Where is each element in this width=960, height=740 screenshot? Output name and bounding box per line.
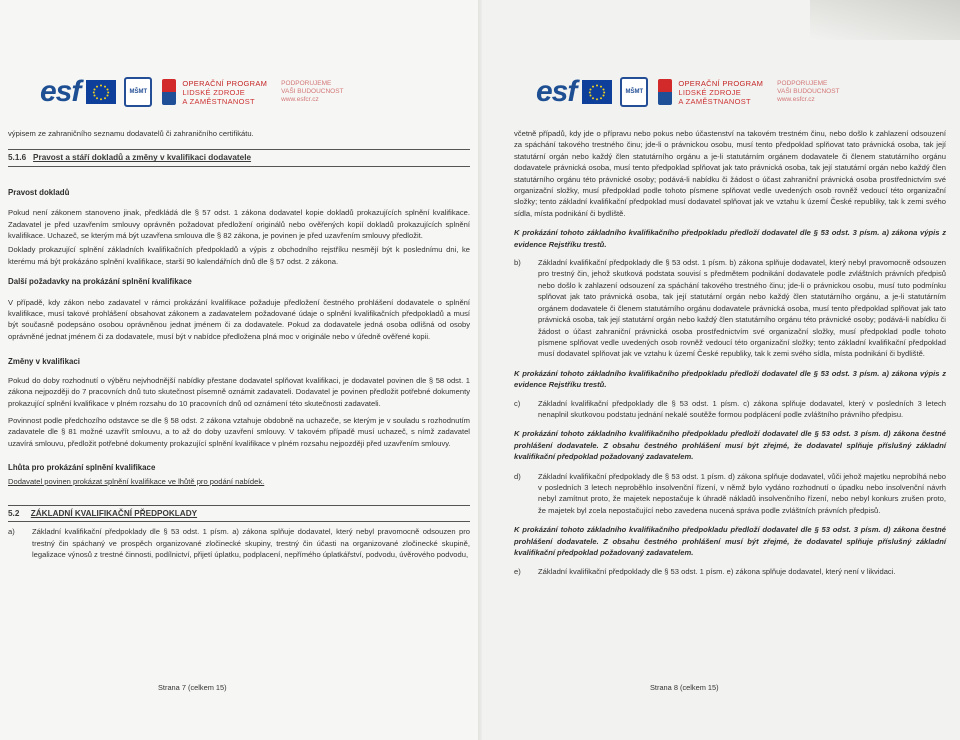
left-content: [8, 128, 470, 561]
list-item-b: b) Základní kvalifikační předpoklady dle § 53 odst. 1 písm. b) zákona splňuje dodavatel, který nebyl pravomocně odsouzen pro trestný čin, jehož skutková podstata souvisí s předmětem podnikání dodavatele podle zvláštních právních předpisů nebo došlo k zahlazení odsouzení za spáchání takového trestného činu; jde-li o právnickou osobu, musí tuto podmínku splňovat jak tato právnická osoba, tak její statutární orgán nebo každý člen statutárního orgánu, a je-li statutárním orgánem dodavatele či členem statutárního orgánu dodavatele právnická osoba, musí tento předpoklad splňovat jak tato právnická osoba, tak její statutární orgán nebo každý člen statutárního orgánu této právnické osoby; podává-li nabídku či žádost o účast zahraniční právnická osoba prostřednictvím své organizační složky, musí předpoklad podle tohoto písmene splňovat vedle uvedených osob rovněž vedoucí této organizační složky; tento základní kvalifikační předpoklad musí dodavatel splňovat jak ve vztahu k území České republiky, tak k zemi svého sídla, místa podnikání či bydliště.: [514, 258, 946, 359]
op-logo-text: OPERAČNÍ PROGRAM LIDSKÉ ZDROJE A ZAMĚSTNANOST: [678, 78, 764, 106]
paragraph: Doklady prokazující splnění základních kvalifikačních předpokladů a výpis z obchodního rejstříku nesmějí být k poslednímu dni, ke kterému má být prokázáno splnění kvalifikace, starší 90 kalendářních dnů dle § 57 odst. 2 zákona.: [8, 245, 470, 266]
subheading-lhuta: Lhůta pro prokázání splnění kvalifikace: [8, 463, 156, 473]
op-logo-icon: [658, 79, 672, 105]
eu-flag-icon: [582, 80, 612, 104]
section-heading-5-2: 5.2 ZÁKLADNÍ KVALIFIKAČNÍ PŘEDPOKLADY: [8, 505, 470, 522]
page-number: Strana 7 (celkem 15): [158, 683, 227, 692]
eu-flag-icon: [86, 80, 116, 104]
section-heading-5-1-6: 5.1.6 Pravost a stáří dokladů a změny v kvalifikaci dodavatele: [8, 149, 470, 166]
left-header-logos: [40, 74, 344, 110]
scan-shadow: [810, 0, 960, 40]
list-item-e: e) Základní kvalifikační předpoklady dle § 53 odst. 1 písm. e) zákona splňuje dodavatel, který není v likvidaci.: [514, 567, 896, 577]
intro-line: výpisem ze zahraničního seznamu dodavatelů či zahraničního certifikátu.: [8, 129, 254, 138]
esf-logo: [536, 75, 577, 108]
msmt-logo: MŠMT: [124, 77, 152, 107]
list-item-a: a) Základní kvalifikační předpoklady dle § 53 odst. 1 písm. a) zákona splňuje dodavatel, který nebyl pravomocně odsouzen pro trestný čin spáchaný ve prospěch organizované zločinecké skupiny, trestný čin účasti na organizované zločinecké skupině, legalizace výnosů z trestné činnosti, podílnictví, přijetí úplatku, podplacení, nepřímého úplatkářství, podvodu, úvěrového podvodu,: [8, 527, 470, 560]
paragraph: Pokud není zákonem stanoveno jinak, předkládá dle § 57 odst. 1 zákona dodavatel kopie dokladů prokazujících splnění kvalifikace. Zadavatel je před uzavřením smlouvy oprávněn požadovat předložení originálů nebo ověřených kopií dokladů prokazujících splnění kvalifikace. Uchazeč, se kterým má být uzavřena smlouva dle § 82 zákona, je povinen je před uzavřením smlouvy předložit.: [8, 208, 470, 241]
subheading-dalsi-pozadavky: Další požadavky na prokázání splnění kvalifikace: [8, 277, 192, 287]
paragraph: Dodavatel povinen prokázat splnění kvalifikace ve lhůtě pro podání nabídek.: [8, 476, 265, 486]
proof-paragraph: K prokázání tohoto základního kvalifikačního předpokladu předloží dodavatel dle § 53 odst. 3 písm. d) zákona čestné prohlášení dodavatele. Z obsahu čestného prohlášení musí být zřejmé, že dodavatel splňuje příslušný základní kvalifikační předpoklad požadovaný zadavatelem.: [514, 525, 946, 557]
subheading-zmeny: Změny v kvalifikaci: [8, 357, 80, 367]
proof-paragraph: K prokázání tohoto základního kvalifikačního předpokladu předloží dodavatel dle § 53 odst. 3 písm. a) zákona výpis z evidence Rejstříku trestů.: [514, 368, 946, 390]
op-logo-icon: [162, 79, 176, 105]
subheading-pravost: Pravost dokladů: [8, 187, 70, 197]
op-slogan: PODPORUJEME VAŠI BUDOUCNOST www.esfcr.cz: [777, 80, 840, 103]
paragraph: Povinnost podle předchozího odstavce se dle § 58 odst. 2 zákona vztahuje obdobně na uchazeče, se kterým je v souladu s rozhodnutím zadavatele dle § 81 možné uzavřít smlouvu, a to až do doby uzavření smlouvy. V takovém případě musí uchazeč, s nímž zadavatel uzavírá smlouvu, předložit potřebné dokumenty prokazující splnění kvalifikace v plném rozsahu nejpozději před uzavřením smlouvy.: [8, 415, 470, 448]
right-page: [482, 0, 960, 740]
proof-paragraph: K prokázání tohoto základního kvalifikačního předpokladu předloží dodavatel dle § 53 odst. 3 písm. a) zákona výpis z evidence Rejstříku trestů.: [514, 228, 946, 249]
op-slogan: PODPORUJEME VAŠI BUDOUCNOST www.esfcr.cz: [281, 80, 344, 103]
list-item-d: d) Základní kvalifikační předpoklady dle § 53 odst. 1 písm. d) zákona splňuje dodavatel, vůči jehož majetku neprobíhá nebo v posledních 3 letech neproběhlo insolvenční řízení, v němž bylo vydáno rozhodnutí o úpadku nebo insolvenční návrh nebyl zamítnut proto, že majetek nepostačuje k úhradě nákladů insolvenčního řízení, nebo nebyl konkurs zrušen proto, že majetek byl zcela nepostačující nebo zavedena nucená správa podle zvláštních právních předpisů.: [514, 471, 946, 515]
proof-paragraph: K prokázání tohoto základního kvalifikačního předpokladu předloží dodavatel dle § 53 odst. 3 písm. d) zákona čestné prohlášení dodavatele. Z obsahu čestného prohlášení musí být zřejmé, že dodavatel splňuje příslušný základní kvalifikační předpoklad požadovaný zadavatelem.: [514, 429, 946, 462]
msmt-logo: MŠMT: [620, 77, 648, 107]
page-number: Strana 8 (celkem 15): [650, 683, 719, 692]
op-logo-text: OPERAČNÍ PROGRAM LIDSKÉ ZDROJE A ZAMĚSTNANOST: [182, 78, 268, 106]
right-header-logos: [536, 74, 840, 110]
paragraph: Pokud do doby rozhodnutí o výběru nejvhodnější nabídky přestane dodavatel splňovat kvalifikaci, je dodavatel povinen dle § 58 odst. 1 zákona nejpozději do 7 pracovních dnů tuto skutečnost písemně oznámit zadavateli. Dodavatel je povinen předložit potřebné dokumenty prokazující splnění kvalifikace v plném rozsahu do 10 pracovních dnů od oznámení této skutečnosti zadavateli.: [8, 375, 470, 408]
list-item-c: c) Základní kvalifikační předpoklady dle § 53 odst. 1 písm. c) zákona splňuje dodavatel, který v posledních 3 letech nenaplnil skutkovou podstatu jednání nekalé soutěže formou podplácení podle zvláštního právního předpisu.: [514, 398, 946, 419]
esf-logo: [40, 75, 81, 108]
right-content: [514, 128, 946, 578]
paragraph: V případě, kdy zákon nebo zadavatel v rámci prokázání kvalifikace požaduje předložení čestného prohlášení dodavatele o splnění kvalifikace, musí takové prohlášení obsahovat zákonem a zadavatelem požadované údaje o splnění kvalifikačních předpokladů a musí být současně podepsáno osobou oprávněnou jednat jménem či za dodavatele. Pokud za dodavatele jedná osoba odlišná od osoby oprávněné jednat jménem či za dodavatele, musí být v nabídce předložena plná moc v originále nebo v úředně ověřené kopii.: [8, 297, 470, 341]
esf-logo-text: esf: [40, 75, 81, 108]
esf-logo-text: esf: [536, 75, 577, 108]
paragraph: včetně případů, kdy jde o přípravu nebo pokus nebo účastenství na takovém trestném činu, nebo došlo k zahlazení odsouzení za spáchání takového trestného činu; jde-li o právnickou osobu, musí tento předpoklad splňovat tato právnická osoba, tak její statutární orgán nebo každý člen statutárního orgánu a je-li statutárním orgánem dodavatele či členem statutárního orgánu dodavatele právnická osoba, musí tento předpoklad splňovat jak tato právnická osoba, tak její statutární orgán nebo každý člen statutárního orgánu této právnické osoby; podává-li nabídku či žádost o účast zahraniční právnická osoba prostřednictvím své organizační složky, musí předpoklad podle tohoto písmene splňovat vedle uvedených osob rovněž vedoucí této organizační složky; tento základní kvalifikační předpoklad musí dodavatel splňovat jak ve vztahu k území České republiky, tak k zemi svého sídla, místa podnikání či bydliště.: [514, 129, 946, 218]
